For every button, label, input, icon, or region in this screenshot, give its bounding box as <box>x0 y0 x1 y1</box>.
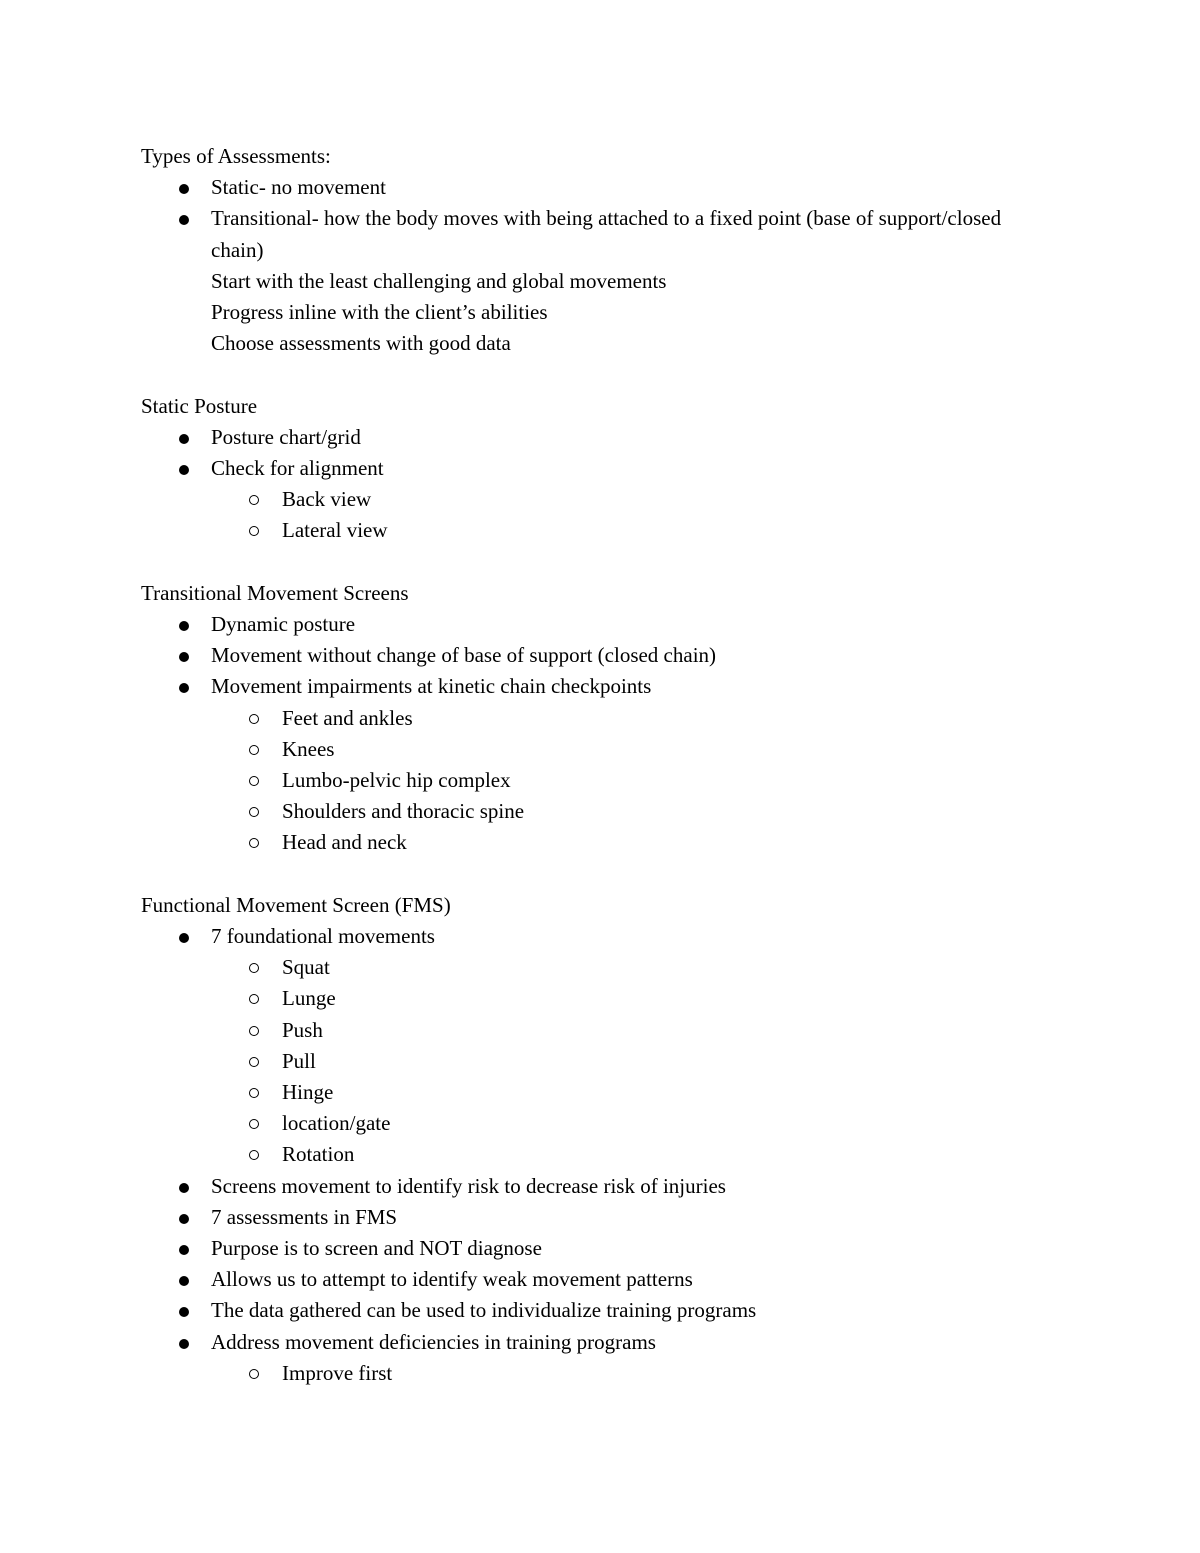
sub-list-item-text: Rotation <box>282 1142 355 1167</box>
sub-list-item-text: Lateral view <box>282 518 388 543</box>
list-item-text: 7 foundational movements <box>211 924 435 949</box>
filled-bullet-icon <box>179 1214 189 1224</box>
sub-bullet-list <box>141 703 1041 859</box>
hollow-bullet-icon <box>249 1057 259 1067</box>
hollow-bullet-icon <box>249 745 259 755</box>
sub-list-item-text: Lumbo-pelvic hip complex <box>282 768 511 793</box>
filled-bullet-icon <box>179 434 189 444</box>
list-item <box>141 422 1041 453</box>
continuation-line: Start with the least challenging and global movements <box>211 268 667 293</box>
list-item <box>141 203 1041 265</box>
sub-list-item <box>141 1139 1041 1170</box>
sub-bullet-list <box>141 484 1041 546</box>
hollow-bullet-icon <box>249 714 259 724</box>
list-item <box>141 1233 1041 1264</box>
sub-list-item-text: Back view <box>282 487 372 512</box>
list-item <box>141 921 1041 952</box>
sub-list-item <box>141 734 1041 765</box>
section-heading: Transitional Movement Screens <box>141 580 409 605</box>
continuation-line: Progress inline with the client’s abilities <box>211 300 548 325</box>
sub-list-item <box>141 1077 1041 1108</box>
list-item <box>141 172 1041 203</box>
sub-list-item <box>141 515 1041 546</box>
sub-list-item <box>141 1046 1041 1077</box>
hollow-bullet-icon <box>249 526 259 536</box>
sub-list-item-text: Push <box>282 1017 323 1042</box>
sub-list-item-text: location/gate <box>282 1111 391 1136</box>
list-item-text: Movement impairments at kinetic chain checkpoints <box>211 674 652 699</box>
filled-bullet-icon <box>179 465 189 475</box>
filled-bullet-icon <box>179 1307 189 1317</box>
list-item-text: Purpose is to screen and NOT diagnose <box>211 1236 542 1261</box>
sub-list-item-text: Knees <box>282 736 335 761</box>
filled-bullet-icon <box>179 933 189 943</box>
hollow-bullet-icon <box>249 1026 259 1036</box>
bullet-list <box>141 1171 1041 1358</box>
list-item-text: Transitional- how the body moves with being attached to a fixed point (base of support/closed chain) <box>211 206 1002 262</box>
bullet-list <box>141 422 1041 484</box>
section-heading: Static Posture <box>141 393 258 418</box>
hollow-bullet-icon <box>249 963 259 973</box>
bullet-list <box>141 921 1041 952</box>
section-heading: Types of Assessments: <box>141 144 331 168</box>
list-item-text: Posture chart/grid <box>211 424 361 449</box>
sub-list-item-text: Head and neck <box>282 830 407 855</box>
sub-list-item <box>141 1015 1041 1046</box>
hollow-bullet-icon <box>249 776 259 786</box>
sub-list-item <box>141 1358 1041 1389</box>
list-item-text: The data gathered can be used to individualize training programs <box>211 1298 757 1323</box>
sub-list-item <box>141 703 1041 734</box>
sub-bullet-list <box>141 1358 1041 1389</box>
sub-list-item-text: Lunge <box>282 986 336 1011</box>
sub-list-item-text: Shoulders and thoracic spine <box>282 799 525 824</box>
section-transitional-movement-screens <box>141 578 1041 859</box>
filled-bullet-icon <box>179 652 189 662</box>
filled-bullet-icon <box>179 215 189 225</box>
list-item <box>141 453 1041 484</box>
list-item-text: Check for alignment <box>211 456 384 481</box>
sub-list-item-text: Improve first <box>282 1360 393 1385</box>
sub-list-item <box>141 765 1041 796</box>
sub-list-item <box>141 827 1041 858</box>
sub-list-item-text: Squat <box>282 955 330 980</box>
list-item <box>141 640 1041 671</box>
filled-bullet-icon <box>179 184 189 194</box>
hollow-bullet-icon <box>249 807 259 817</box>
list-item <box>141 1327 1041 1358</box>
sub-list-item <box>141 796 1041 827</box>
list-item-text: Dynamic posture <box>211 612 356 637</box>
hollow-bullet-icon <box>249 495 259 505</box>
filled-bullet-icon <box>179 683 189 693</box>
sub-list-item <box>141 983 1041 1014</box>
continuation-line: Choose assessments with good data <box>211 331 511 356</box>
section-static-posture <box>141 391 1041 547</box>
list-item <box>141 1202 1041 1233</box>
sub-list-item <box>141 484 1041 515</box>
hollow-bullet-icon <box>249 1119 259 1129</box>
filled-bullet-icon <box>179 1339 189 1349</box>
bullet-list <box>141 609 1041 703</box>
filled-bullet-icon <box>179 1183 189 1193</box>
filled-bullet-icon <box>179 1276 189 1286</box>
filled-bullet-icon <box>179 621 189 631</box>
sub-list-item <box>141 1108 1041 1139</box>
list-item-text: Allows us to attempt to identify weak movement patterns <box>211 1267 693 1292</box>
hollow-bullet-icon <box>249 1369 259 1379</box>
bullet-list <box>141 172 1041 266</box>
sub-list-item-text: Hinge <box>282 1080 334 1105</box>
list-item <box>141 609 1041 640</box>
section-functional-movement-screen <box>141 890 1041 1389</box>
list-item <box>141 1295 1041 1326</box>
list-item-text: Movement without change of base of support (closed chain) <box>211 643 717 668</box>
hollow-bullet-icon <box>249 1150 259 1160</box>
list-item <box>141 1171 1041 1202</box>
sub-list-item-text: Pull <box>282 1048 316 1073</box>
list-item <box>141 1264 1041 1295</box>
list-item-text: Address movement deficiencies in training programs <box>211 1329 656 1354</box>
list-item-text: Screens movement to identify risk to decrease risk of injuries <box>211 1173 726 1198</box>
list-item <box>141 671 1041 702</box>
list-item-text: 7 assessments in FMS <box>211 1204 398 1229</box>
sub-bullet-list <box>141 952 1041 1170</box>
section-heading: Functional Movement Screen (FMS) <box>141 892 451 917</box>
document-body <box>141 141 1041 1420</box>
section-types-of-assessments <box>141 141 1041 359</box>
sub-list-item <box>141 952 1041 983</box>
sub-list-item-text: Feet and ankles <box>282 705 413 730</box>
filled-bullet-icon <box>179 1245 189 1255</box>
hollow-bullet-icon <box>249 838 259 848</box>
list-item-text: Static- no movement <box>211 175 386 200</box>
hollow-bullet-icon <box>249 994 259 1004</box>
hollow-bullet-icon <box>249 1088 259 1098</box>
